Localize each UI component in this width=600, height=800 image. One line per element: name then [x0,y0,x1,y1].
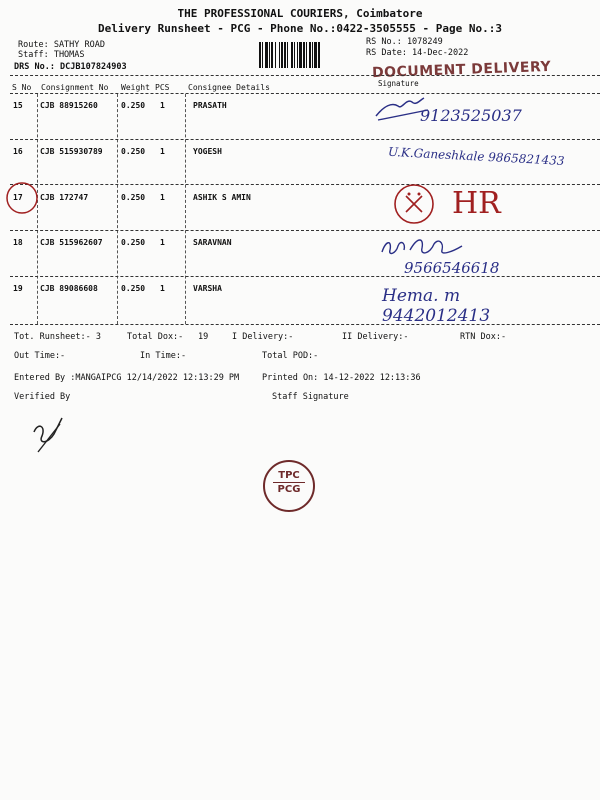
row-weight: 0.250 [121,284,146,293]
row-consignee: SARAVNAN [193,238,232,247]
in-time: In Time:- [140,351,187,361]
divider [10,75,600,76]
row-pcs: 1 [160,193,165,202]
barcode-bar [320,42,321,68]
signature-phone: 9442012413 [382,306,491,326]
row-sno: 17 [13,193,23,202]
runsheet-subtitle: Delivery Runsheet - PCG - Phone No.:0422-3505555 - Page No.:3 [98,22,502,35]
rs-date: RS Date: 14-Dec-2022 [366,48,469,58]
barcode [259,42,359,68]
signature-phone: 9566546618 [404,259,500,277]
row-weight: 0.250 [121,147,146,156]
entered-by: Entered By :MANGAIPCG 12/14/2022 12:13:29 PM [14,373,240,383]
row-consignee: YOGESH [193,147,222,156]
row-consignment: CJB 515930789 [40,147,103,156]
row-divider [10,139,600,140]
col-line [117,94,118,324]
signature-phone: 9123525037 [420,106,522,125]
col-weight: Weight [121,83,150,92]
total-pod: Total POD:- [262,351,319,361]
rs-number: RS No.: 1078249 [366,37,443,47]
row-divider [10,324,600,325]
drs-number: DRS No.: DCJB107824903 [14,62,127,72]
row-divider [10,230,600,231]
printed-on: Printed On: 14-12-2022 12:13:36 [262,373,421,383]
seal-bottom: PCG [277,484,301,495]
route-label: Route: SATHY ROAD [18,40,105,50]
row-divider [10,276,600,277]
signature-text: U.K.Ganeshkale 9865821433 [387,144,565,168]
col-pcs: PCS [155,83,170,92]
row-pcs: 1 [160,284,165,293]
signature-name: Hema. m [382,286,461,306]
ii-delivery: II Delivery:- [342,332,409,342]
signature-initials: HR [452,186,501,221]
divider [10,93,600,94]
circled-x-mark [392,182,438,228]
row-pcs: 1 [160,101,165,110]
signature-scribble [378,232,468,262]
row-consignee: PRASATH [193,101,227,110]
row-sno: 19 [13,284,23,293]
row-consignment: CJB 172747 [40,193,89,202]
col-line [185,94,186,324]
row-pcs: 1 [160,238,165,247]
row-consignment: CJB 88915260 [40,101,98,110]
total-dox-label: Total Dox:- [127,332,184,342]
seal-top: TPC [278,470,300,481]
staff-signature: Staff Signature [272,392,349,402]
tot-runsheet: Tot. Runsheet:- 3 [14,332,101,342]
row-consignee: VARSHA [193,284,222,293]
row-consignment: CJB 89086608 [40,284,98,293]
rtn-dox: RTN Dox:- [460,332,507,342]
total-dox-value: 19 [198,332,209,342]
verifier-signature [28,412,68,456]
col-signature: Signature [378,79,419,88]
document-delivery-stamp: DOCUMENT DELIVERY [371,58,552,82]
row-weight: 0.250 [121,238,146,247]
col-consignment: Consignment No [41,83,109,92]
row-sno: 18 [13,238,23,247]
staff-label: Staff: THOMAS [18,50,85,60]
verified-by: Verified By [14,392,71,402]
col-consignee: Consignee Details [188,83,270,92]
row-sno: 15 [13,101,23,110]
row-consignee: ASHIK S AMIN [193,193,251,202]
i-delivery: I Delivery:- [232,332,294,342]
col-sno: S No [12,83,32,92]
seal-line [273,482,305,483]
out-time: Out Time:- [14,351,66,361]
row-weight: 0.250 [121,193,146,202]
company-title: THE PROFESSIONAL COURIERS, Coimbatore [177,7,423,20]
row-pcs: 1 [160,147,165,156]
row-divider [10,184,600,185]
row-sno: 16 [13,147,23,156]
row-consignment: CJB 515962607 [40,238,103,247]
row-weight: 0.250 [121,101,146,110]
tpc-seal [263,460,315,512]
